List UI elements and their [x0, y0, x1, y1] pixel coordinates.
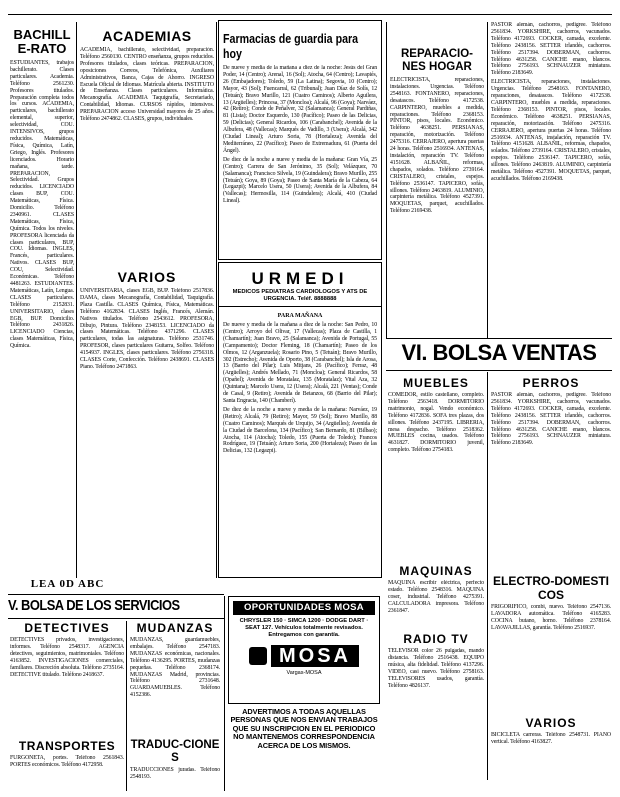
listing-text: ELECTRICISTA, reparaciones, instalaciones. Urgencias. Teléfono 2548163. FONTANERO, reparaciones, desatascos. Teléfono 4172538. CARPINTERO, muebles a medida, reparaciones. Teléfono 2368153. PINTOR, pisos, locales. Económico. Teléfono 4638251. PERSIANAS, reparación, motorización. Teléfono 2475316. CERRAJERO, apertura puertas 24 horas. Teléfono 2516934. ANTENAS, instalación, reparación TV. Teléfono 4151628. ALBAÑIL, reformas, chapados, solados. Teléfono 2739164. CRISTALERO, cristales, espejos. Teléfono 2536147. TAPICERO, sofás, sillones. Teléfono 2463819. ALUMINIO, carpintería metálica. Teléfono 4527391. MOQUETAS, parquet, acuchillados. Teléfono 2169438. [491, 79, 611, 182]
listing-text: De diez de la noche a nueve y media de la mañana: Narváez, 19 (Retiro); Alcalá, 79 (Retiro); Mayor, 59 (Sol); Bravo Murillo, 88 (Cuatro Caminos); Marqués de Urquijo, 34 (Argüelles); Avenida de la Ciudad de Barcelona, 134 (Pacífico); San Bernardo, 81 (Bilbao); Atocha, 114 (Atocha); Toledo, 155 (Puerta de Toledo); Francos Rodríguez, 19 (Tetuán); Arturo Soria, 200 (Hortaleza); Paseo de las Delicias, 132 (Legazpi). [223, 406, 377, 455]
section-title-reparaciones: REPARACIO-NES HOGAR [401, 48, 473, 73]
column-reparaciones [390, 22, 484, 352]
section-title-detectives: DETECTIVES [24, 621, 110, 635]
mosa-tagline: Vargas-MOSA [286, 670, 322, 676]
listing-text: FRIGORIFICO, combi, nuevo. Teléfono 2547136. LAVADORA automática. Teléfono 4165283. COCINA butano, horno. Teléfono 2378164. LAVAVAJILLAS, garantía. Teléfono 2516937. [491, 604, 611, 631]
listing-text: TRADUCCIONES juradas. Teléfono 2548193. [130, 767, 220, 780]
section-title-perros: PERROS [522, 376, 580, 390]
listing-text: FURGONETA, portes. Teléfono 2561843. PORTES económicos. Teléfono 4172958. [10, 755, 124, 768]
listing-text: TELEVISOR color 26 pulgadas, mando distancia. Teléfono 2516438. EQUIPO música, alta fidelidad. Teléfono 4137296. VIDEO, casi nuevo. Teléfono 2758163. TELEVISORES usados, garantía. Teléfono 4826137. [388, 648, 484, 689]
urmedi-title: URMEDI [251, 269, 349, 288]
listing-text: ACADEMIA, bachillerato, selectividad, preparación. Teléfono 2560130. CENTRO enseñanza, grupos reducidos. Profesores titulados, clases teóricas. PREPARACION, oposiciones Correos, Telefónica, Auxiliares Administrativos, Banca, Cajas de Ahorro. INGRESO Escuela Oficial de Idiomas. Matrícula abierta. INSTITUTO de Enseñanza. Clases particulares. Informática. Mecanografía. ACADEMIA Taquigrafía, Secretariado, Contabilidad, Idiomas. CURSOS rápidos, intensivos. PREPARACION acceso Universidad mayores de 25 años. Teléfono 2474862. CLASES, grupos, individuales. [80, 47, 214, 123]
listing-text: DETECTIVES privados, investigaciones, informes. Teléfono 2548317. AGENCIA detectives, seguimientos, matrimoniales. Teléfono 4163852. INVESTIGACIONES comerciales, familiares. Discreción absoluta. Teléfono 2735164. DETECTIVE titulado. Teléfono 2418637. [10, 637, 124, 678]
column-academias [80, 22, 214, 578]
section-title-academias: ACADEMIAS [102, 28, 192, 44]
column-detectives [10, 621, 124, 791]
column-bachillerato [10, 22, 74, 612]
listing-text: BICICLETA carreras. Teléfono 2548731. PIANO vertical. Teléfono 4163827. [491, 732, 611, 745]
listing-text: De nueve y media de la mañana a diez de la noche: San Pedro, 10 (Centro); Arroyo del Olivar, 17 (Vallecas); Plaza de Castilla, 1 (Chamartín); Juan Bravo, 25 (Salamanca); Avenida de Portugal, 55 (Campamento); Doctor Fleming, 18 (Chamartín); Paseo de los Olmos, 12 (Arganzuela); Rosario Pino, 5 (Tetuán); Bravo Murillo, 302 (Estrecho); Avenida de Oporto, 38 (Carabanchel); Isla de Arosa, 13 (Barrio del Pilar); Luis Mitjans, 26 (Pacífico); Ferraz, 48 (Argüelles); Andrés Mellado, 71 (Moncloa); General Ricardos, 58 (Opañel); Avenida de Moratalaz, 135 (Moratalaz); Vital Aza, 32 (Quintana); Marcelo Usera, 12 (Usera); Alcalá, 221 (Ventas); Conde de Casal, 9 (Retiro); Avenida de Betanzos, 68 (Barrio del Pilar); Santa Engracia, 140 (Chamberí). [223, 322, 377, 404]
listing-text: De nueve y media de la mañana a diez de la noche: Jesús del Gran Poder, 14 (Centro); Arenal, 16 (Sol); Atocha, 64 (Centro); Lavapiés, 26 (Embajadores); Toledo, 59 (La Latina); Segovia, 10 (Centro); Mayor, 43 (Sol); Fuencarral, 62 (Tribunal); Juan Díaz de Solís, 12 (Tetuán); Bravo Murillo, 121 (Cuatro Caminos); Alberto Aguilera, 13 (Argüelles); Princesa, 37 (Moncloa); Alcalá, 96 (Goya); Narváez, 42 (Retiro); Conde de Peñalver, 32 (Salamanca); General Pardiñas, 81 (Lista); Doctor Esquerdo, 130 (Pacífico); Paseo de las Delicias, 59 (Delicias); General Ricardos, 106 (Carabanchel); Avenida de la Albufera, 48 (Vallecas); Marqués de Vadillo, 3 (Usera); Alcalá, 342 (Ciudad Lineal); Arturo Soria, 78 (Hortaleza); Avenida del Mediterráneo, 22 (Pacífico); Paseo de Extremadura, 61 (Puerta del Ángel). [223, 65, 377, 154]
farmacias-title: Farmacias de guardia para hoy [223, 31, 359, 61]
advertencia-notice: ADVERTIMOS A TODAS AQUELLAS PERSONAS QUE NOS ENVIAN TRABAJOS QUE SU INSCRIPCION EN EL PERIODICO NO MANTENEMOS CORRESPONDENCIA ACERCA DE LOS MISMOS. [230, 707, 378, 750]
lea-abc-mark: LEA 0D ABC [30, 578, 105, 590]
mosa-offer-text: CHRYSLER 150 · SIMCA 1200 · DODGE DART · SEAT 127. Vehículos totalmente revisados. Entregamos con garantía. [239, 618, 369, 638]
section-title-muebles: MUEBLES [403, 376, 469, 390]
listing-text: MAQUINA escribir eléctrica, perfecto estado. Teléfono 2548316. MAQUINA coser, industrial. Teléfono 4275391. CALCULADORA impresora. Teléfono 2361847. [388, 580, 484, 614]
section-title-varios-ventas: VARIOS [525, 716, 577, 730]
section-title-traducciones: TRADUC-CIONES [130, 739, 220, 764]
urmedi-subtitle: MEDICOS PEDIATRAS CARDIOLOGOS Y ATS DE URGENCIA. Teléf. 8888888 [219, 289, 381, 307]
urmedi-box [218, 262, 382, 578]
listing-text: MUDANZAS, guardamuebles, embalajes. Teléfono 2547183. MUDANZAS económicas, nacionales. Teléfono 4136295. PORTES, mudanzas pequeñas. Teléfono 2368174. MUDANZAS Madrid, provincias. Teléfono 2731648. GUARDAMUEBLES. Teléfono 4152386. [130, 637, 220, 699]
section-title-radio-tv: RADIO TV [403, 632, 469, 646]
column-muebles [388, 372, 484, 780]
listing-text: ELECTRICISTA, reparaciones, instalaciones. Urgencias. Teléfono 2548163. FONTANERO, reparaciones, desatascos. Teléfono 4172538. CARPINTERO, muebles a medida, reparaciones. Teléfono 2368153. PINTOR, pisos, locales. Económico. Teléfono 4638251. PERSIANAS, reparación, motorización. Teléfono 2475316. CERRAJERO, apertura puertas 24 horas. Teléfono 2516934. ANTENAS, instalación, reparación TV. Teléfono 4151628. ALBAÑIL, reformas, chapados, solados. Teléfono 2739164. CRISTALERO, cristales, espejos. Teléfono 2536147. TAPICERO, sofás, sillones. Teléfono 2463819. ALUMINIO, carpintería metálica. Teléfono 4527391. MOQUETAS, parquet, acuchillados. Teléfono 2169438. [390, 77, 484, 215]
mosa-advert [228, 596, 380, 704]
section-title-bachillerato: BACHILLE-RATO [13, 27, 71, 56]
section-title-electrodomesticos: ELECTRO-DOMESTICOS [493, 574, 609, 602]
listing-text: De diez de la noche a nueve y media de la mañana: Gran Vía, 25 (Centro); Carrera de San Jerónimo, 35 (Sol); Velázquez, 70 (Salamanca); Francisco Silvela, 19 (Guindalera); Bravo Murillo, 255 (Tetuán); Goya, 89 (Goya); Paseo de Santa María de la Cabeza, 64 (Legazpi); Marcelo Usera, 50 (Usera); Avenida de la Albufera, 84 (Vallecas); Hermosilla, 114 (Guindalera); Alcalá, 410 (Ciudad Lineal). [223, 156, 377, 205]
bolsa-ventas-banner: VI. BOLSA VENTAS [401, 340, 597, 365]
listing-text: UNIVERSITARIA, clases EGB, BUP. Teléfono 2517836. DAMA, clases Mecanografía, Contabilidad, Taquigrafía. Plaza Castilla. CLASES Química, Física, Matemáticas. Teléfono 4162834. CLASES Inglés, Francés, Alemán. Nativos titulados. Teléfono 2543612. PROFESORA, Dibujo, Pintura. Teléfono 2348153. LICENCIADO da clases Matemáticas. Teléfono 4371296. CLASES particulares, todas las asignaturas. Teléfono 2531746. PROFESOR, clases particulares Guitarra, Solfeo. Teléfono 4154937. INGLES, clases particulares. Teléfono 2756318. CLASES Corte, Confección. Teléfono 2438691. CLASES Piano. Teléfono 2471863. [80, 288, 214, 370]
farmacias-box [218, 20, 382, 260]
column-mudanzas [130, 621, 220, 791]
section-title-varios: VARIOS [117, 269, 177, 285]
servicios-banner: V. BOLSA DE LOS SERVICIOS [8, 597, 180, 614]
section-title-transportes: TRANSPORTES [18, 739, 116, 753]
listing-text: COMEDOR, estilo castellano, completo. Teléfono 2563418. DORMITORIO matrimonio, nogal. Vendo económico. Teléfono 4172836. SOFA tres plazas, dos sillones. Teléfono 2437195. LIBRERIA, mesa despacho. Teléfono 2518362. MUEBLES cocina, usados. Teléfono 4631827. DORMITORIO juvenil, completo. Teléfono 2754183. [388, 392, 484, 454]
mosa-banner: OPORTUNIDADES MOSA [233, 601, 375, 615]
column-perros [491, 372, 611, 780]
urmedi-section-head: PARA MAÑANA [277, 313, 323, 319]
car-logo-icon [249, 647, 267, 665]
column-right-top [491, 22, 611, 340]
listing-text: PASTOR alemán, cachorros, pedigree. Teléfono 2561834. YORKSHIRE, cachorros, vacunados. Teléfono 4172693. COCKER, camada, excelente. Teléfono 2438156. SETTER irlandés, cachorros. Teléfono 2517394. DOBERMAN, cachorros. Teléfono 4631258. CANICHE enano, blancos. Teléfono 2756193. SCHNAUZER miniatura. Teléfono 2183649. [491, 392, 611, 447]
section-title-maquinas: MAQUINAS [399, 564, 473, 578]
listing-text: ESTUDIANTES, trabajos bachillerato. Clases particulares. Academia. Teléfono 2561230. Profesores titulados. Preparación completa todos los cursos. ACADEMIA, particulares, bachillerato elemental, superior, selectividad, COU. INTENSIVOS, grupos reducidos. Matemáticas, Física, Química, Latín, Griego, Inglés. Profesores licenciados. Horario mañana, tarde. PREPARACION, Selectividad. Grupos reducidos. LICENCIADO clases BUP, COU. Matemáticas, Física. Domicilio. Teléfono 2340961. CLASES Matemáticas, Física, Química. Todos los niveles. PROFESORA licenciada da clases particulares, BUP, COU. Idiomas. INGLES, Francés, particulares. Nativos. CLASES BUP, COU, Selectividad. Económicas. Teléfono 4481263. ESTUDIANTES. Matemáticas, Latín, Lengua. CLASES particulares. Teléfono 2152831. UNIVERSITARIO, clases EGB, BUP. Domicilio. Teléfono 2431826. LICENCIADO Ciencias, clases Matemáticas, Física, Química. [10, 60, 74, 350]
section-title-mudanzas: MUDANZAS [136, 621, 214, 635]
listing-text: PASTOR alemán, cachorros, pedigree. Teléfono 2561834. YORKSHIRE, cachorros, vacunados. Teléfono 4172693. COCKER, camada, excelente. Teléfono 2438156. SETTER irlandés, cachorros. Teléfono 2517394. DOBERMAN, cachorros. Teléfono 4631258. CANICHE enano, blancos. Teléfono 2756193. SCHNAUZER miniatura. Teléfono 2183649. [491, 22, 611, 77]
mosa-brand: MOSA [271, 645, 359, 667]
